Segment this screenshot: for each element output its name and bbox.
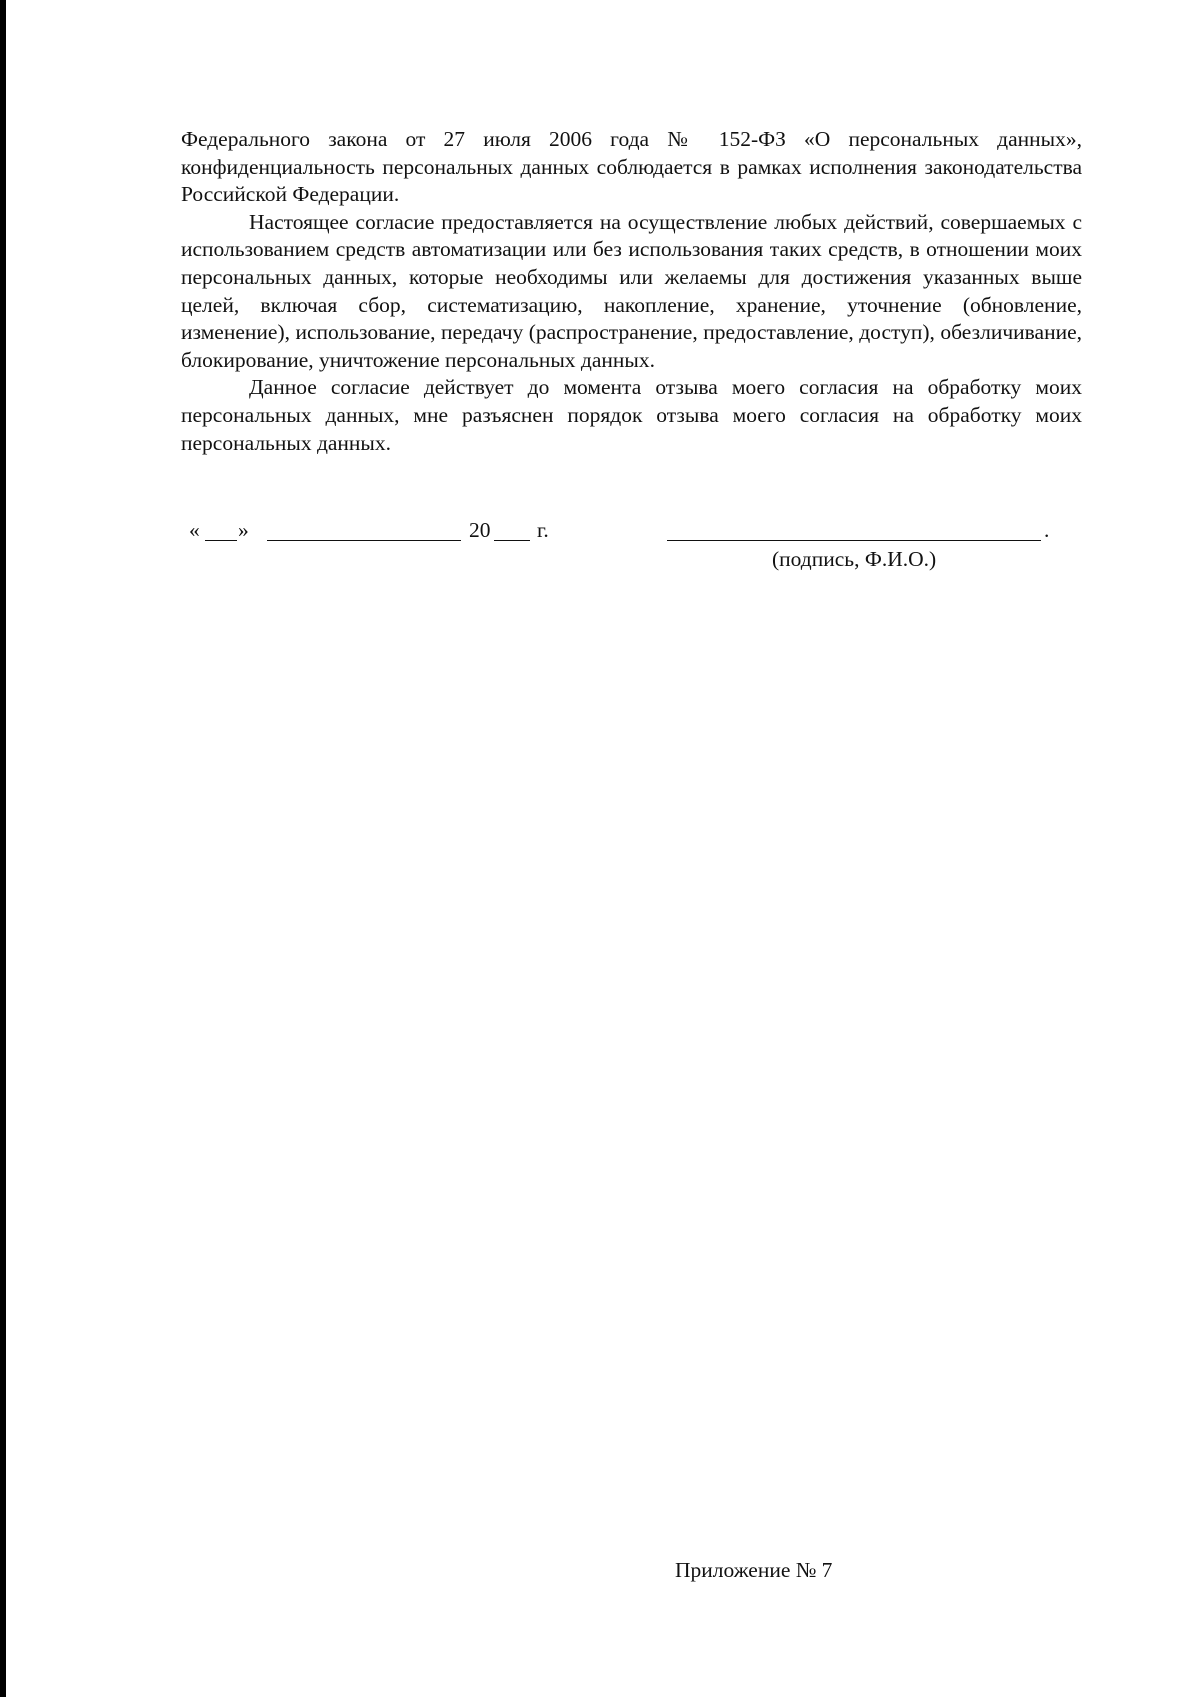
- signature-blank[interactable]: [667, 540, 1041, 541]
- day-blank[interactable]: [205, 540, 237, 541]
- paragraph-law-reference: Федерального закона от 27 июля 2006 года № 152-ФЗ «О персональных данных», конфиденциальность персональных данных соблюдается в рамках исполнения законодательства Российской Федерации.: [181, 127, 1082, 207]
- year-prefix: 20: [469, 518, 491, 542]
- paragraph-consent-duration: Данное согласие действует до момента отзыва моего согласия на обработку моих персональных данных, мне разъяснен порядок отзыва моего согласия на обработку моих персональных данных.: [181, 375, 1082, 455]
- signature-end-period: .: [1044, 518, 1050, 542]
- year-blank[interactable]: [494, 540, 530, 541]
- scan-edge: [0, 0, 6, 1697]
- signature-caption: (подпись, Ф.И.О.): [772, 547, 937, 571]
- signature-date-row: [181, 518, 1082, 558]
- open-quote: «: [189, 518, 200, 542]
- month-blank[interactable]: [267, 540, 461, 541]
- document-body: [181, 126, 1082, 457]
- appendix-label: Приложение № 7: [675, 1558, 833, 1582]
- close-quote: »: [238, 518, 249, 542]
- year-suffix: г.: [537, 518, 549, 542]
- paragraph-consent-scope: Настоящее согласие предоставляется на осуществление любых действий, совершаемых с использованием средств автоматизации или без использования таких средств, в отношении моих персональных данных, которые необходимы или желаемы для достижения указанных выше целей, включая сбор, систематизацию, накопление, хранение, уточнение (обновление, изменение), использование, передачу (распространение, предоставление, доступ), обезличивание, блокирование, уничтожение персональных данных.: [181, 209, 1082, 372]
